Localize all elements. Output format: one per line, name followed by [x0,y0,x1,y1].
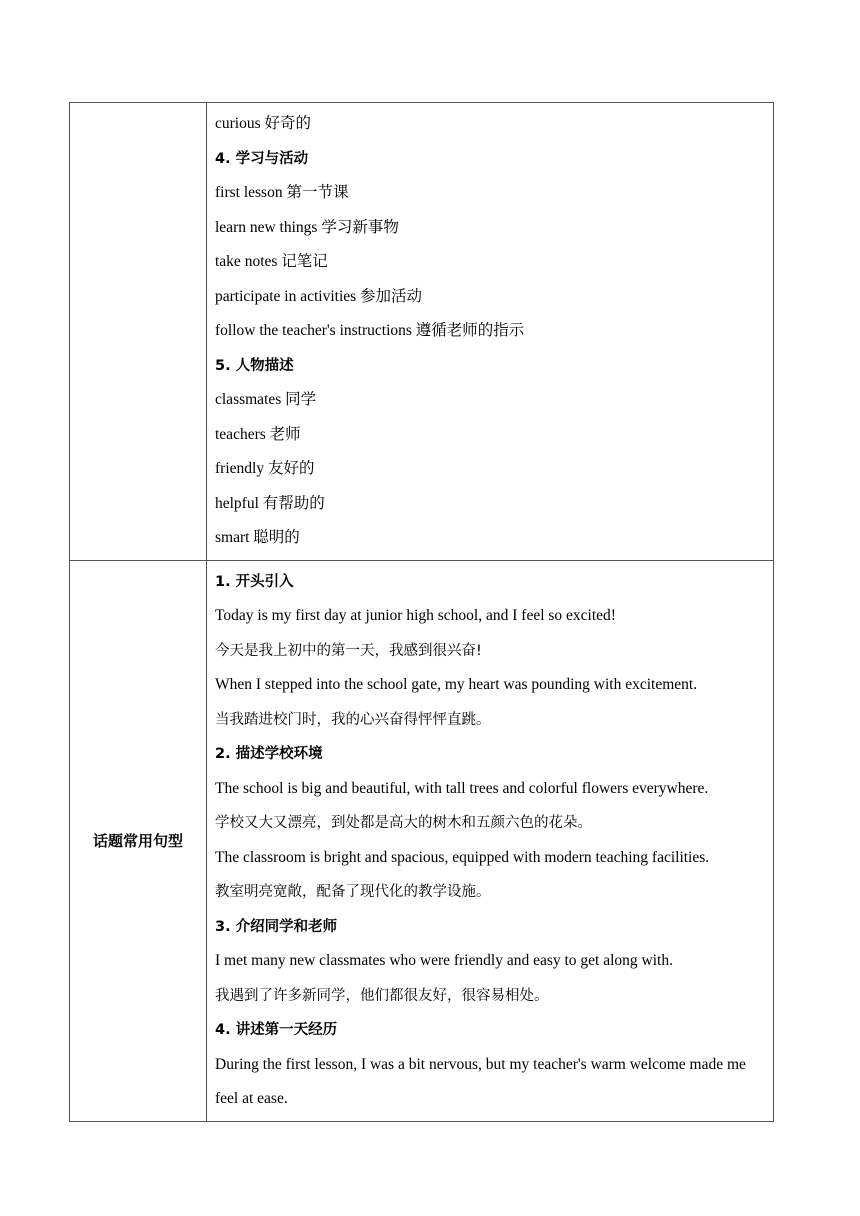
table-row [70,560,774,1121]
vocab-item: friendly 友好的 [215,460,315,477]
vocab-item: participate in activities 参加活动 [215,287,423,305]
vocab-item: learn new things 学习新事物 [215,218,399,236]
section-heading: 4. 讲述第一天经历 [215,1022,338,1038]
vocab-item: follow the teacher's instructions 遵循老师的指示 [215,322,525,339]
section-heading: 3. 介绍同学和老师 [215,918,338,935]
vocab-item: teachers 老师 [215,425,301,443]
vocab-item: smart 聪明的 [215,529,300,546]
sentence-en: During the first lesson, I was a bit nervous, but my teacher's warm welcome made me feel at ease. [215,1055,746,1107]
sentence-cn: 今天是我上初中的第一天，我感到很兴奋! [215,642,482,659]
row-label [70,103,207,561]
section-heading: 5. 人物描述 [215,357,294,374]
sentence-cn: 教室明亮宽敞，配备了现代化的教学设施。 [215,884,491,900]
sentence-cn: 我遇到了许多新同学，他们都很友好，很容易相处。 [215,987,549,1004]
section-heading: 2. 描述学校环境 [215,746,323,762]
vocab-item: curious 好奇的 [215,115,312,132]
section-heading: 4. 学习与活动 [215,150,309,167]
sentence-cn: 当我踏进校门时，我的心兴奋得怦怦直跳。 [215,711,491,728]
sentence-en: Today is my first day at junior high school, and I feel so excited! [215,607,616,624]
vocab-item: first lesson 第一节课 [215,184,349,201]
table-row [70,103,774,561]
sentence-en: The classroom is bright and spacious, equipped with modern teaching facilities. [215,848,710,866]
vocabulary-table [69,102,774,1122]
sentence-en: When I stepped into the school gate, my heart was pounding with excitement. [215,676,698,693]
sentence-en: The school is big and beautiful, with tall trees and colorful flowers everywhere. [215,779,709,797]
vocab-item: helpful 有帮助的 [215,494,325,512]
sentence-cn: 学校又大又漂亮，到处都是高大的树木和五颜六色的花朵。 [215,815,592,831]
vocab-item: classmates 同学 [215,391,317,408]
row-content [207,103,774,561]
row-content [207,560,774,1121]
sentence-en: I met many new classmates who were friendly and easy to get along with. [215,952,673,969]
section-heading: 1. 开头引入 [215,573,294,590]
row-label: 话题常用句型 [70,560,207,1121]
vocab-item: take notes 记笔记 [215,253,328,270]
